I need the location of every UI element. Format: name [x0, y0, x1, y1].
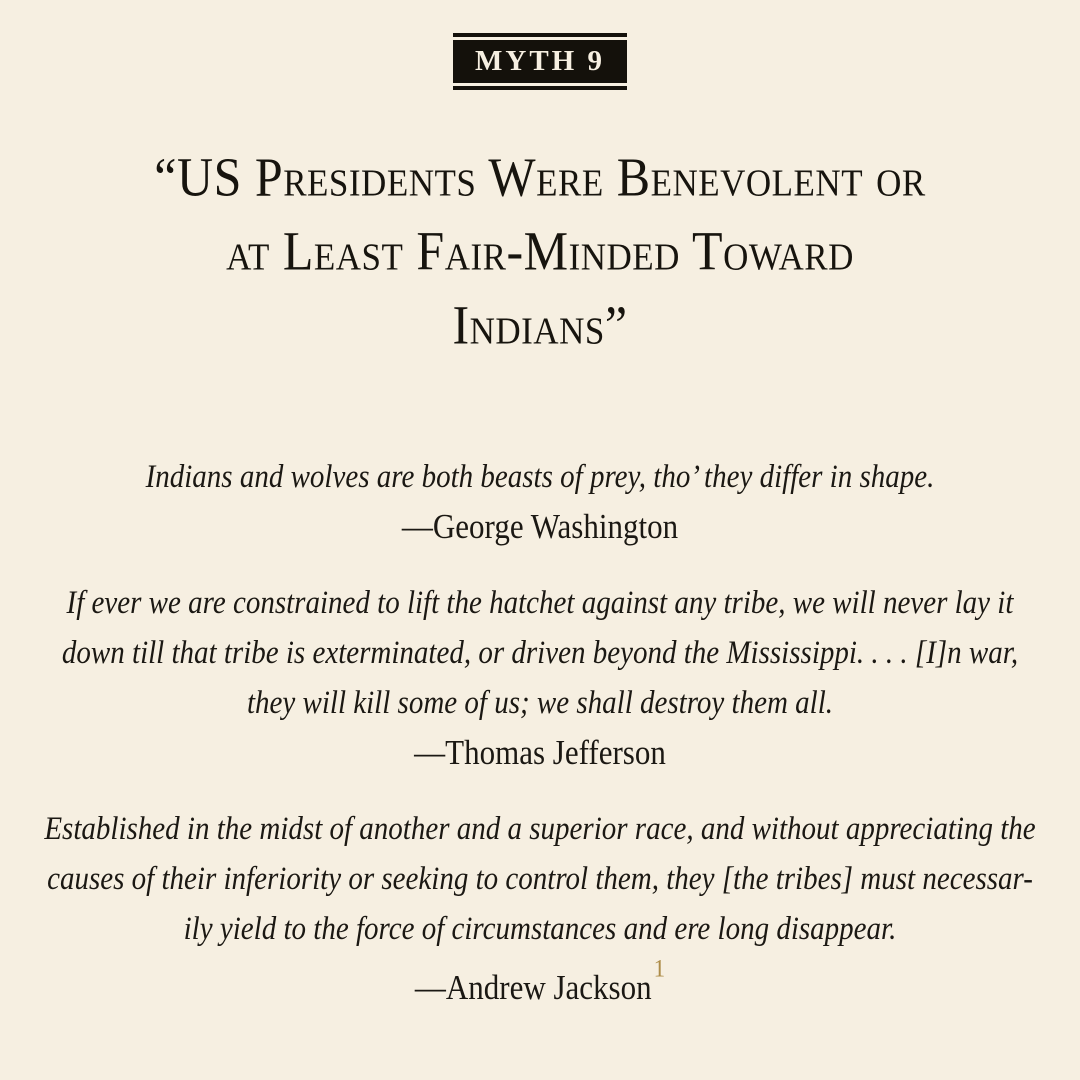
- quote-attribution: [0, 499, 1080, 555]
- attribution-text: —Thomas Jefferson: [414, 732, 666, 773]
- quote-attribution: [0, 951, 1080, 1016]
- quote-jackson: [0, 804, 1080, 1012]
- chapter-title: [0, 140, 1080, 362]
- quote-washington: [0, 452, 1080, 552]
- quote-line: If ever we are constrained to lift the hatchet against any tribe, we will never lay it: [66, 585, 1014, 621]
- title-line-2: at Least Fair-Minded Toward: [226, 220, 854, 282]
- quote-jefferson: [0, 578, 1080, 778]
- myth-badge: [453, 33, 627, 90]
- epigraph-quotes: [0, 452, 1080, 1012]
- attribution-text: —George Washington: [401, 506, 679, 547]
- attribution-text: —Andrew Jackson: [414, 967, 652, 1007]
- quote-line: Established in the midst of another and a superior race, and without appreciating the: [44, 811, 1036, 847]
- badge-rule-top: [453, 33, 627, 37]
- title-line-3: Indians”: [452, 294, 628, 356]
- badge-label: MYTH 9: [453, 40, 627, 83]
- quote-line: they will kill some of us; we shall destroy them all.: [246, 685, 834, 721]
- badge-rule-bottom: [453, 86, 627, 90]
- quote-line: ily yield to the force of circumstances and ere long disappear.: [183, 911, 897, 947]
- quote-line: Indians and wolves are both beasts of prey, tho’ they differ in shape.: [145, 459, 935, 495]
- title-line-1: “US Presidents Were Benevolent or: [154, 146, 926, 208]
- quote-line: causes of their inferiority or seeking to control them, they [the tribes] must necessar-: [47, 861, 1033, 897]
- quote-attribution: [0, 725, 1080, 781]
- footnote-marker: 1: [653, 953, 666, 982]
- quote-line: down till that tribe is exterminated, or driven beyond the Mississippi. . . . [I]n war,: [61, 635, 1019, 671]
